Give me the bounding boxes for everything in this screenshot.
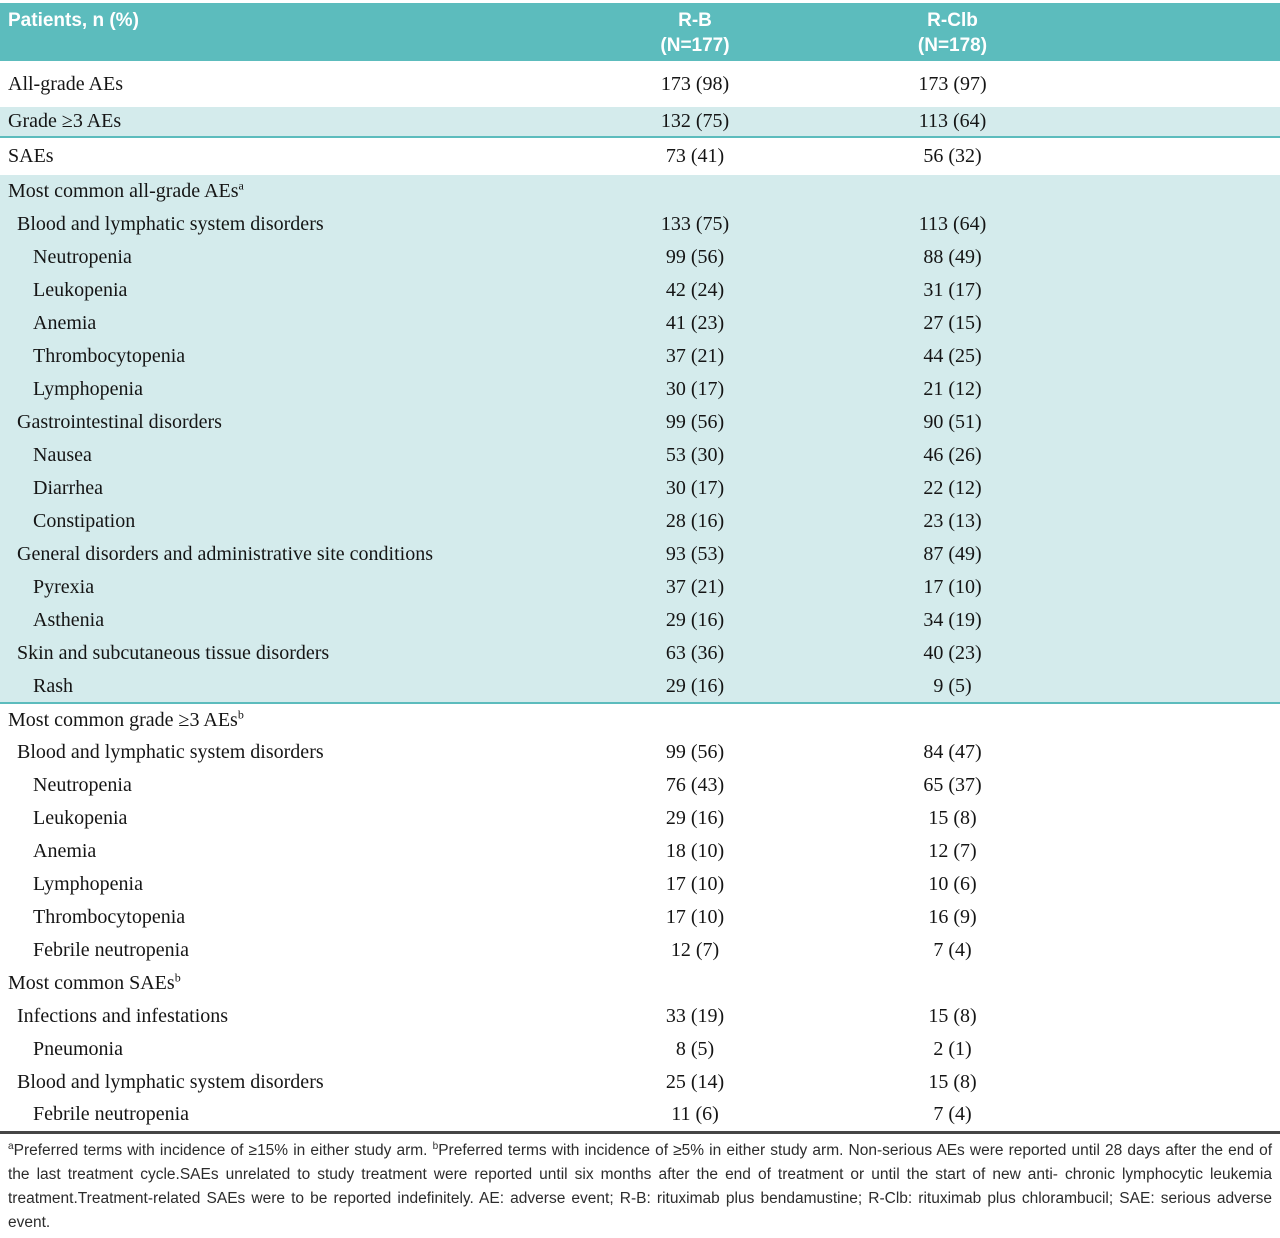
cell-rclb-value: 113 (64) <box>850 107 1055 137</box>
cell-rb-value: 41 (23) <box>540 307 850 340</box>
cell-rclb-value: 23 (13) <box>850 505 1055 538</box>
spacer-cell <box>1055 208 1280 241</box>
table-row <box>0 307 1280 340</box>
cell-rb-value: 18 (10) <box>665 840 725 862</box>
column-header-rclb-name: R-Clb <box>927 10 978 31</box>
spacer-cell <box>1055 835 1280 868</box>
table-row <box>0 868 1280 901</box>
table-row <box>0 934 1280 967</box>
cell-rb-value: 37 (21) <box>540 571 850 604</box>
cell-rclb-value: 17 (10) <box>850 571 1055 604</box>
cell-rb-value <box>540 703 850 736</box>
spacer-cell <box>1055 307 1280 340</box>
cell-rclb-value <box>850 175 1055 208</box>
cell-rclb-value: 22 (12) <box>850 472 1055 505</box>
footnote-marker: a <box>8 1140 14 1152</box>
column-header-rb-n: (N=177) <box>660 35 730 56</box>
cell-rb-value: 63 (36) <box>540 637 850 670</box>
table-row <box>0 736 1280 769</box>
cell-rclb-value: 31 (17) <box>850 274 1055 307</box>
table-row <box>0 61 1280 107</box>
row-label: General disorders and administrative site conditions <box>0 538 540 571</box>
table-row <box>0 241 1280 274</box>
spacer-cell <box>1055 175 1280 208</box>
cell-rb-value: 93 (53) <box>540 538 850 571</box>
spacer-cell <box>1055 340 1280 373</box>
table-row <box>0 107 1280 137</box>
cell-rclb-value: 173 (97) <box>918 72 987 95</box>
spacer-cell <box>1055 61 1280 107</box>
spacer-cell <box>1055 571 1280 604</box>
column-header-rclb <box>850 3 1055 61</box>
row-label: Rash <box>0 670 540 703</box>
row-label: Blood and lymphatic system disorders <box>0 208 540 241</box>
table-row <box>0 505 1280 538</box>
cell-rclb-value: 15 (8) <box>928 807 977 829</box>
cell-rb-value: 73 (41) <box>665 145 725 167</box>
table-row <box>0 1033 1280 1066</box>
spacer-cell <box>1055 934 1280 967</box>
row-label: Most common SAEs$^b$ <box>8 970 181 994</box>
table-row <box>0 1066 1280 1099</box>
column-header-patients: Patients, n (%) <box>0 3 540 61</box>
row-label: Most common all-grade AEs$^a$ <box>0 175 540 208</box>
cell-rclb-value: 65 (37) <box>923 774 982 796</box>
table-row <box>0 538 1280 571</box>
cell-rb-value: 99 (56) <box>540 241 850 274</box>
table-row <box>0 769 1280 802</box>
cell-rclb-value: 87 (49) <box>850 538 1055 571</box>
table-row <box>0 670 1280 703</box>
cell-rb-value: 29 (16) <box>540 604 850 637</box>
cell-rclb-value: 84 (47) <box>923 741 982 763</box>
footnote-marker: b <box>432 1140 439 1152</box>
column-header-rclb-n: (N=178) <box>917 35 988 56</box>
table-row <box>0 802 1280 835</box>
row-label: Thrombocytopenia <box>0 340 540 373</box>
spacer-cell <box>1055 703 1280 736</box>
spacer-cell <box>1055 1000 1280 1033</box>
row-label: Constipation <box>0 505 540 538</box>
row-label: Lymphopenia <box>0 373 540 406</box>
cell-rclb-value: 113 (64) <box>850 208 1055 241</box>
spacer-cell <box>1055 901 1280 934</box>
cell-rb-value: 12 (7) <box>670 939 720 961</box>
cell-rb-value: 42 (24) <box>540 274 850 307</box>
table-row <box>0 604 1280 637</box>
adverse-events-table <box>0 3 1280 1134</box>
spacer-cell <box>1055 769 1280 802</box>
cell-rb-value: 8 (5) <box>675 1038 715 1060</box>
cell-rb-value <box>540 967 850 1000</box>
cell-rclb-value: 2 (1) <box>933 1038 972 1060</box>
footnote-marker: b <box>237 706 244 721</box>
cell-rclb-value: 16 (9) <box>928 906 977 928</box>
table-row <box>0 137 1280 175</box>
row-label: Lymphopenia <box>33 873 143 895</box>
spacer-cell <box>1055 1066 1280 1099</box>
table-row <box>0 340 1280 373</box>
spacer-cell <box>1055 802 1280 835</box>
spacer-cell <box>1055 107 1280 137</box>
table-row <box>0 835 1280 868</box>
cell-rb-value: 132 (75) <box>540 107 850 137</box>
spacer-cell <box>1055 868 1280 901</box>
footnote-marker: a <box>238 178 244 193</box>
cell-rb-value: 76 (43) <box>665 774 725 796</box>
spacer-cell <box>1055 137 1280 175</box>
table-row <box>0 1099 1280 1132</box>
cell-rb-value: 133 (75) <box>540 208 850 241</box>
cell-rclb-value: 7 (4) <box>933 939 972 961</box>
spacer-cell <box>1055 604 1280 637</box>
row-label: SAEs <box>8 145 54 167</box>
spacer-cell <box>1055 736 1280 769</box>
footnote: $^a$Preferred terms with incidence of ≥15% in either study arm. $^b$Preferred terms with incidence of ≥5% in either study arm. Non-serious AEs were reported until 28 days after the end of the last treatment cycle.SAEs unrelated to study treatment were reported until six months after the end of treatment or until the start of new anti- chronic lymphocytic leukemia treatment.Treatment-related SAEs were to be reported indefinitely. AE: adverse event; R-B: rituximab plus bendamustine; R-Clb: rituximab plus chlorambucil; SAE: serious adverse event. <box>8 1140 1272 1231</box>
cell-rclb-value <box>850 967 1055 1000</box>
row-label: Diarrhea <box>0 472 540 505</box>
cell-rclb-value: 10 (6) <box>928 873 977 895</box>
header-spacer <box>1055 3 1280 61</box>
cell-rclb-value: 44 (25) <box>850 340 1055 373</box>
table-row <box>0 901 1280 934</box>
cell-rclb-value: 40 (23) <box>850 637 1055 670</box>
row-label: Skin and subcutaneous tissue disorders <box>0 637 540 670</box>
table-row <box>0 406 1280 439</box>
table-row <box>0 1000 1280 1033</box>
table-row <box>0 208 1280 241</box>
cell-rb-value: 11 (6) <box>540 1099 850 1132</box>
cell-rb-value: 28 (16) <box>540 505 850 538</box>
row-label: Thrombocytopenia <box>33 906 186 928</box>
footnote-marker: b <box>174 970 181 985</box>
spacer-cell <box>1055 538 1280 571</box>
cell-rb-value: 53 (30) <box>540 439 850 472</box>
row-label: Pneumonia <box>33 1038 123 1060</box>
section-header-row <box>0 967 1280 1000</box>
cell-rclb-value: 90 (51) <box>850 406 1055 439</box>
spacer-cell <box>1055 505 1280 538</box>
cell-rb-value <box>540 175 850 208</box>
table-row <box>0 637 1280 670</box>
spacer-cell <box>1055 439 1280 472</box>
row-label: Grade ≥3 AEs <box>0 107 540 137</box>
row-label: Neutropenia <box>0 241 540 274</box>
table-row <box>0 373 1280 406</box>
row-label: Leukopenia <box>0 274 540 307</box>
table-body <box>0 61 1280 1132</box>
header-row <box>0 3 1280 61</box>
row-label: Pyrexia <box>0 571 540 604</box>
row-label: Blood and lymphatic system disorders <box>17 1071 324 1093</box>
cell-rclb-value: 46 (26) <box>850 439 1055 472</box>
cell-rclb-value: 15 (8) <box>928 1005 977 1027</box>
cell-rclb-value: 56 (32) <box>923 145 982 167</box>
cell-rb-value: 17 (10) <box>665 906 725 928</box>
cell-rclb-value: 7 (4) <box>850 1099 1055 1132</box>
row-label: Most common grade ≥3 AEs$^b$ <box>8 706 244 731</box>
row-label: Gastrointestinal disorders <box>0 406 540 439</box>
cell-rb-value: 37 (21) <box>540 340 850 373</box>
spacer-cell <box>1055 241 1280 274</box>
row-label: Asthenia <box>0 604 540 637</box>
table-row <box>0 439 1280 472</box>
row-label: Neutropenia <box>33 774 132 796</box>
row-label: Anemia <box>0 307 540 340</box>
table-row <box>0 472 1280 505</box>
cell-rclb-value: 88 (49) <box>850 241 1055 274</box>
column-header-rb-name: R-B <box>678 10 712 31</box>
cell-rb-value: 17 (10) <box>665 873 725 895</box>
cell-rb-value: 30 (17) <box>540 472 850 505</box>
cell-rb-value: 29 (16) <box>665 807 725 829</box>
column-header-rb <box>540 3 850 61</box>
spacer-cell <box>1055 373 1280 406</box>
cell-rclb-value: 27 (15) <box>850 307 1055 340</box>
spacer-cell <box>1055 637 1280 670</box>
table-row <box>0 274 1280 307</box>
row-label: Anemia <box>33 840 97 862</box>
spacer-cell <box>1055 1033 1280 1066</box>
cell-rb-value: 99 (56) <box>665 741 725 763</box>
spacer-cell <box>1055 967 1280 1000</box>
spacer-cell <box>1055 1099 1280 1132</box>
cell-rclb-value: 15 (8) <box>928 1071 977 1093</box>
cell-rb-value: 173 (98) <box>660 72 730 95</box>
section-header-row <box>0 703 1280 736</box>
cell-rb-value: 30 (17) <box>540 373 850 406</box>
spacer-cell <box>1055 472 1280 505</box>
cell-rclb-value: 9 (5) <box>850 670 1055 703</box>
cell-rb-value: 33 (19) <box>665 1005 725 1027</box>
cell-rclb-value: 34 (19) <box>850 604 1055 637</box>
row-label: Febrile neutropenia <box>33 939 190 961</box>
row-label: Febrile neutropenia <box>0 1099 540 1132</box>
row-label: Leukopenia <box>33 807 128 829</box>
spacer-cell <box>1055 670 1280 703</box>
row-label: All-grade AEs <box>8 72 123 95</box>
cell-rclb-value <box>850 703 1055 736</box>
spacer-cell <box>1055 274 1280 307</box>
spacer-cell <box>1055 406 1280 439</box>
row-label: Infections and infestations <box>17 1005 229 1027</box>
table-row <box>0 571 1280 604</box>
cell-rclb-value: 12 (7) <box>928 840 977 862</box>
cell-rclb-value: 21 (12) <box>850 373 1055 406</box>
cell-rb-value: 99 (56) <box>540 406 850 439</box>
cell-rb-value: 25 (14) <box>665 1071 725 1093</box>
section-header-row <box>0 175 1280 208</box>
cell-rb-value: 29 (16) <box>540 670 850 703</box>
row-label: Blood and lymphatic system disorders <box>17 741 324 763</box>
row-label: Nausea <box>0 439 540 472</box>
